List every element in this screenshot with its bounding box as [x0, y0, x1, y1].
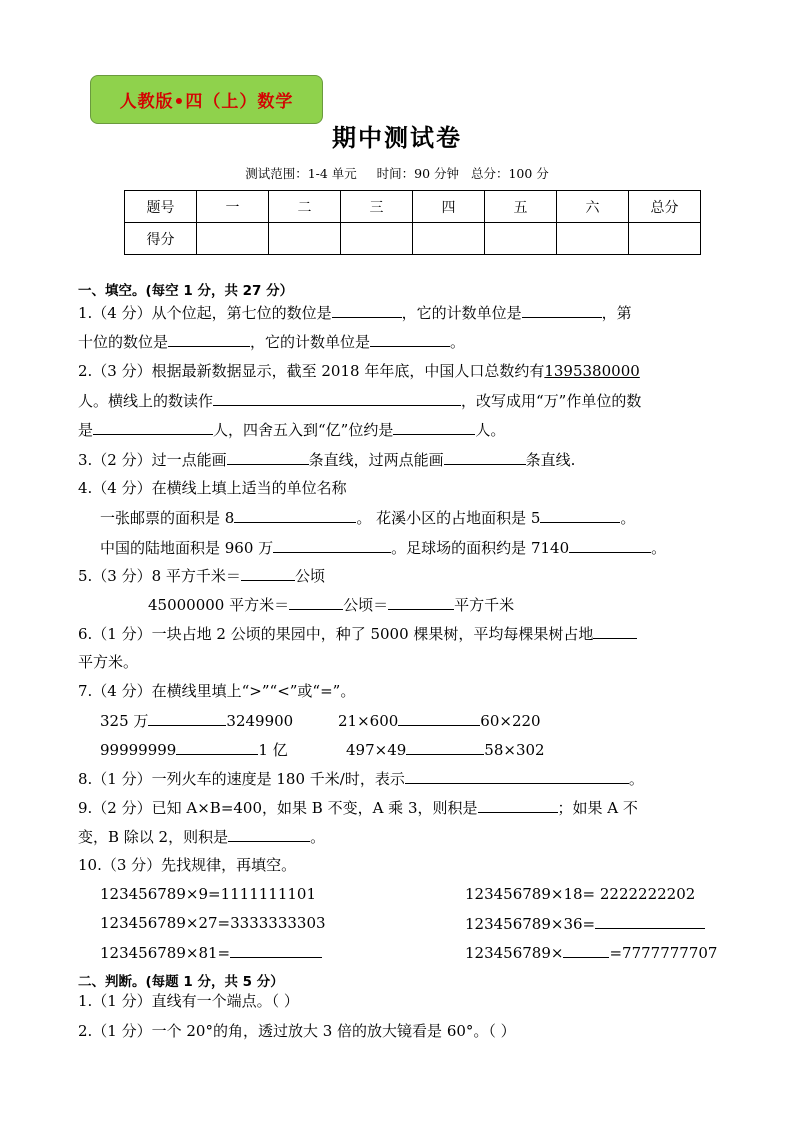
edition-label: 人教版•四（上）数学 [119, 92, 294, 112]
q4-blank-3[interactable] [273, 537, 391, 553]
edition-badge [90, 75, 323, 124]
q9-blank-1[interactable] [478, 797, 558, 813]
section-1-heading: 一、填空。(每空 1 分，共 27 分） [78, 283, 294, 299]
score-header-cell: 三 [341, 191, 413, 223]
q6-line-1: 6.（1 分）一块占地 2 公顷的果园中，种了 5000 棵果树，平均每棵果树占地 [78, 623, 637, 644]
q1-blank-1[interactable] [332, 302, 402, 318]
q10-line-1: 10.（3 分）先找规律，再填空。 [78, 856, 297, 874]
score-cell[interactable] [485, 223, 557, 255]
q1-line-1: 1.（4 分）从个位起，第七位的数位是 ，它的计数单位是 ，第 [78, 304, 632, 322]
score-table-header-row [125, 191, 701, 223]
score-table-score-row [125, 223, 701, 255]
section-2-heading: 二、判断。(每题 1 分，共 5 分） [78, 974, 284, 990]
q4-line-1: 4.（4 分）在横线上填上适当的单位名称 [78, 479, 347, 497]
q10-row-2-left: 123456789×27=3333333303 [100, 914, 326, 932]
q9-line-1: 9.（2 分）已知 A×B=400，如果 B 不变，A 乘 3，则积是 ；如果 A 不 [78, 799, 638, 817]
q7-blank-2[interactable] [398, 710, 480, 726]
q10-row-2-right: 123456789×36= [465, 913, 705, 934]
q7-line-1: 7.（4 分）在横线里填上“>”“<”或“=”。 [78, 682, 356, 700]
q7-blank-1[interactable] [148, 710, 226, 726]
score-header-cell: 一 [197, 191, 269, 223]
score-row-label: 得分 [125, 223, 197, 255]
score-header-cell: 五 [485, 191, 557, 223]
q5-blank-3[interactable] [388, 594, 454, 610]
score-header-cell: 六 [557, 191, 629, 223]
q7-blank-3[interactable] [176, 739, 258, 755]
q4-blank-4[interactable] [569, 537, 651, 553]
score-header-cell: 总分 [629, 191, 701, 223]
score-header-cell: 二 [269, 191, 341, 223]
exam-meta: 测试范围：1-4 单元 时间：90 分钟 总分：100 分 [245, 166, 549, 181]
q2-line-1: 2.（3 分）根据最新数据显示，截至 2018 年年底，中国人口总数约有1395380000 [78, 362, 640, 380]
q10-blank-2[interactable] [230, 942, 322, 958]
q5-blank-2[interactable] [289, 594, 343, 610]
q6-blank-1[interactable] [593, 623, 637, 639]
q10-row-3-right: 123456789× =7777777707 [465, 944, 718, 962]
q1-blank-3[interactable] [168, 331, 250, 347]
score-table [124, 190, 701, 255]
q2-line-3: 是 人，四舍五入到“亿”位约是 人。 [78, 421, 506, 439]
q2-line-2: 人。横线上的数读作 ，改写成用“万”作单位的数 [78, 392, 642, 410]
judge-q1: 1.（1 分）直线有一个端点。（ ） [78, 992, 299, 1010]
q10-row-1-right: 123456789×18= 2222222202 [465, 885, 696, 903]
q4-blank-2[interactable] [540, 507, 620, 523]
q10-row-3-left: 123456789×81= [100, 942, 322, 963]
q4-line-2: 一张邮票的面积是 8 。 花溪小区的占地面积是 5 。 [100, 509, 636, 527]
score-cell[interactable] [269, 223, 341, 255]
q2-blank-1[interactable] [213, 390, 461, 406]
q10-blank-3[interactable] [563, 942, 609, 958]
q9-blank-2[interactable] [228, 826, 310, 842]
page-title: 期中测试卷 [332, 124, 462, 152]
score-cell[interactable] [413, 223, 485, 255]
q7-blank-4[interactable] [406, 739, 484, 755]
score-cell[interactable] [629, 223, 701, 255]
q2-population-number: 1395380000 [544, 362, 640, 380]
q2-blank-3[interactable] [393, 419, 475, 435]
q2-blank-2[interactable] [93, 419, 213, 435]
q3-line: 3.（2 分）过一点能画 条直线，过两点能画 条直线. [78, 451, 576, 469]
q7-line-3: 99999999 1 亿 497×49 58×302 [100, 741, 545, 759]
q1-line-2: 十位的数位是 ，它的计数单位是 。 [78, 333, 466, 351]
q7-line-2: 325 万 3249900 21×600 60×220 [100, 712, 541, 730]
score-cell[interactable] [557, 223, 629, 255]
q1-blank-4[interactable] [370, 331, 450, 347]
q8-blank-1[interactable] [405, 768, 629, 784]
score-cell[interactable] [197, 223, 269, 255]
q5-line-1: 5.（3 分）8 平方千米＝ 公顷 [78, 567, 325, 585]
q5-blank-1[interactable] [241, 565, 295, 581]
q8-line: 8.（1 分）一列火车的速度是 180 千米/时，表示 。 [78, 770, 644, 788]
score-cell[interactable] [341, 223, 413, 255]
q5-line-2: 45000000 平方米＝ 公顷＝ 平方千米 [148, 596, 515, 614]
q10-row-1-left: 123456789×9=1111111101 [100, 885, 317, 903]
judge-q2: 2.（1 分）一个 20°的角，透过放大 3 倍的放大镜看是 60°。（ ） [78, 1022, 516, 1040]
score-header-cell: 题号 [125, 191, 197, 223]
q3-blank-1[interactable] [227, 449, 309, 465]
score-header-cell: 四 [413, 191, 485, 223]
q6-line-2: 平方米。 [78, 653, 139, 671]
q4-blank-1[interactable] [234, 507, 356, 523]
q3-blank-2[interactable] [444, 449, 526, 465]
q9-line-2: 变，B 除以 2，则积是 。 [78, 828, 326, 846]
q1-blank-2[interactable] [522, 302, 602, 318]
q10-blank-1[interactable] [595, 913, 705, 929]
q4-line-3: 中国的陆地面积是 960 万 。足球场的面积约是 7140 。 [100, 539, 667, 557]
